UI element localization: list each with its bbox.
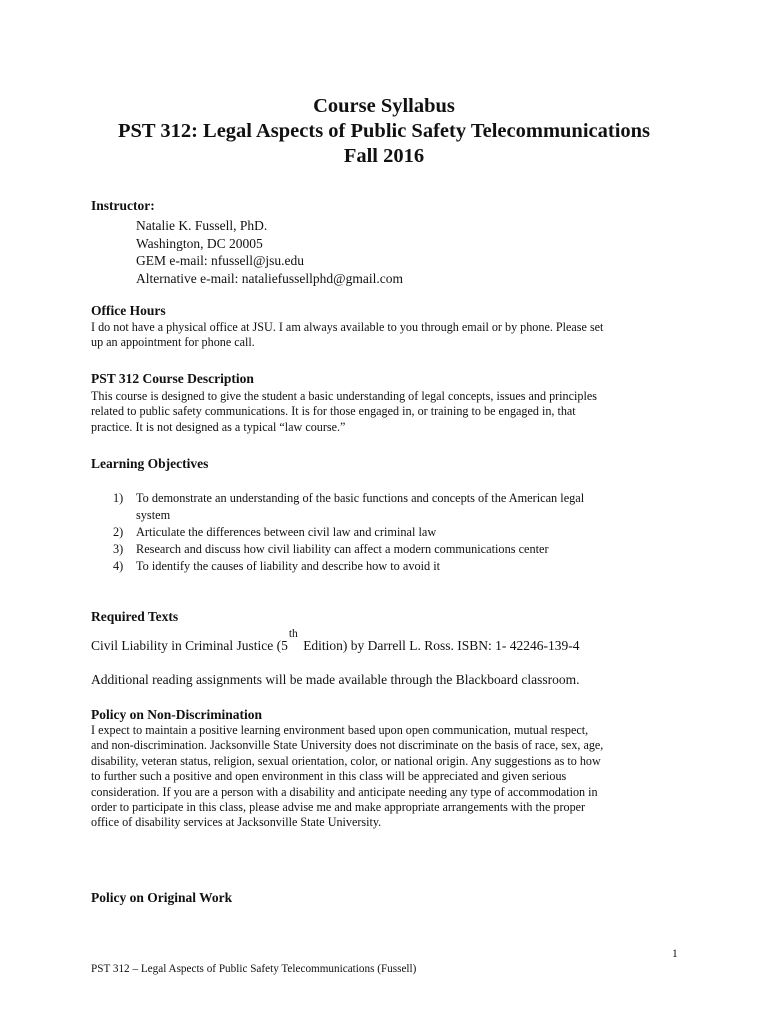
running-footer: PST 312 – Legal Aspects of Public Safety Telecommunications (Fussell) (91, 963, 417, 975)
book-title: Civil Liability in Criminal Justice (5 (91, 638, 288, 653)
book-details: Edition) by Darrell L. Ross. ISBN: 1- 42246-139-4 (299, 638, 580, 653)
course-description-text (91, 389, 691, 435)
title-line-syllabus: Course Syllabus (313, 95, 455, 117)
edition-superscript: th (288, 628, 298, 640)
policy-line: I expect to maintain a positive learning environment based upon open communication, mutual respect, (91, 723, 589, 737)
list-item-number: 4) (113, 559, 124, 573)
list-item-text: To identify the causes of liability and describe how to avoid it (136, 559, 441, 573)
additional-readings: Additional reading assignments will be made available through the Blackboard classroom. (91, 672, 580, 687)
list-item-text: system (136, 508, 171, 522)
page-number: 1 (672, 948, 678, 960)
original-work-heading: Policy on Original Work (91, 890, 233, 905)
list-item-number: 3) (113, 542, 124, 556)
course-description-line: related to public safety communications. It is for those engaged in, or training to be engaged in, that (91, 404, 576, 419)
instructor-email: GEM e-mail: nfussell@jsu.edu (136, 253, 305, 269)
policy-line: and non-discrimination. Jacksonville State University does not discriminate on the basis of race, sex, age, (91, 738, 604, 753)
policy-line: disability, veteran status, religion, sexual orientation, color, or national origin. Any suggestions as to how (91, 753, 601, 768)
instructor-name: Natalie K. Fussell, PhD. (136, 218, 268, 233)
course-description-line: practice. It is not designed as a typical “law course.” (91, 419, 346, 434)
office-hours-line: I do not have a physical office at JSU. I am always available to you through email or by phone. Please set (91, 320, 604, 334)
policy-line: office of disability services at Jacksonville State University. (91, 815, 382, 830)
instructor-alt-email: Alternative e-mail: nataliefussellphd@gmail.com (136, 271, 403, 287)
course-description-heading: PST 312 Course Description (91, 371, 254, 386)
office-hours-heading: Office Hours (91, 303, 166, 318)
instructor-details (136, 217, 403, 288)
instructor-location: Washington, DC 20005 (136, 235, 263, 251)
required-book-citation (91, 628, 580, 654)
list-item-text: Research and discuss how civil liability can affect a modern communications center (136, 542, 549, 556)
learning-objectives-heading: Learning Objectives (91, 456, 209, 471)
document-title (0, 94, 768, 169)
office-hours-line: up an appointment for phone call. (91, 335, 255, 350)
non-discrimination-text (91, 723, 691, 831)
office-hours-text (91, 320, 691, 351)
list-item-number: 2) (113, 525, 124, 539)
list-item-text: Articulate the differences between civil law and criminal law (136, 525, 437, 539)
title-line-course: PST 312: Legal Aspects of Public Safety Telecommunications (117, 120, 651, 142)
list-item-text: To demonstrate an understanding of the basic functions and concepts of the American legal (136, 491, 585, 505)
title-line-term: Fall 2016 (343, 145, 425, 167)
list-item-number: 1) (113, 491, 124, 505)
required-texts-heading: Required Texts (91, 609, 179, 624)
instructor-heading: Instructor: (91, 198, 155, 213)
policy-line: order to participate in this class, please advise me and make appropriate arrangements with the proper (91, 800, 586, 815)
non-discrimination-heading: Policy on Non-Discrimination (91, 707, 262, 722)
policy-line: to further such a positive and open environment in this class will be appreciated and given serious (91, 769, 567, 784)
course-description-line: This course is designed to give the student a basic understanding of legal concepts, issues and principles (91, 389, 597, 403)
policy-line: consideration. If you are a person with a disability and anticipate needing any type of accommodation in (91, 784, 598, 799)
